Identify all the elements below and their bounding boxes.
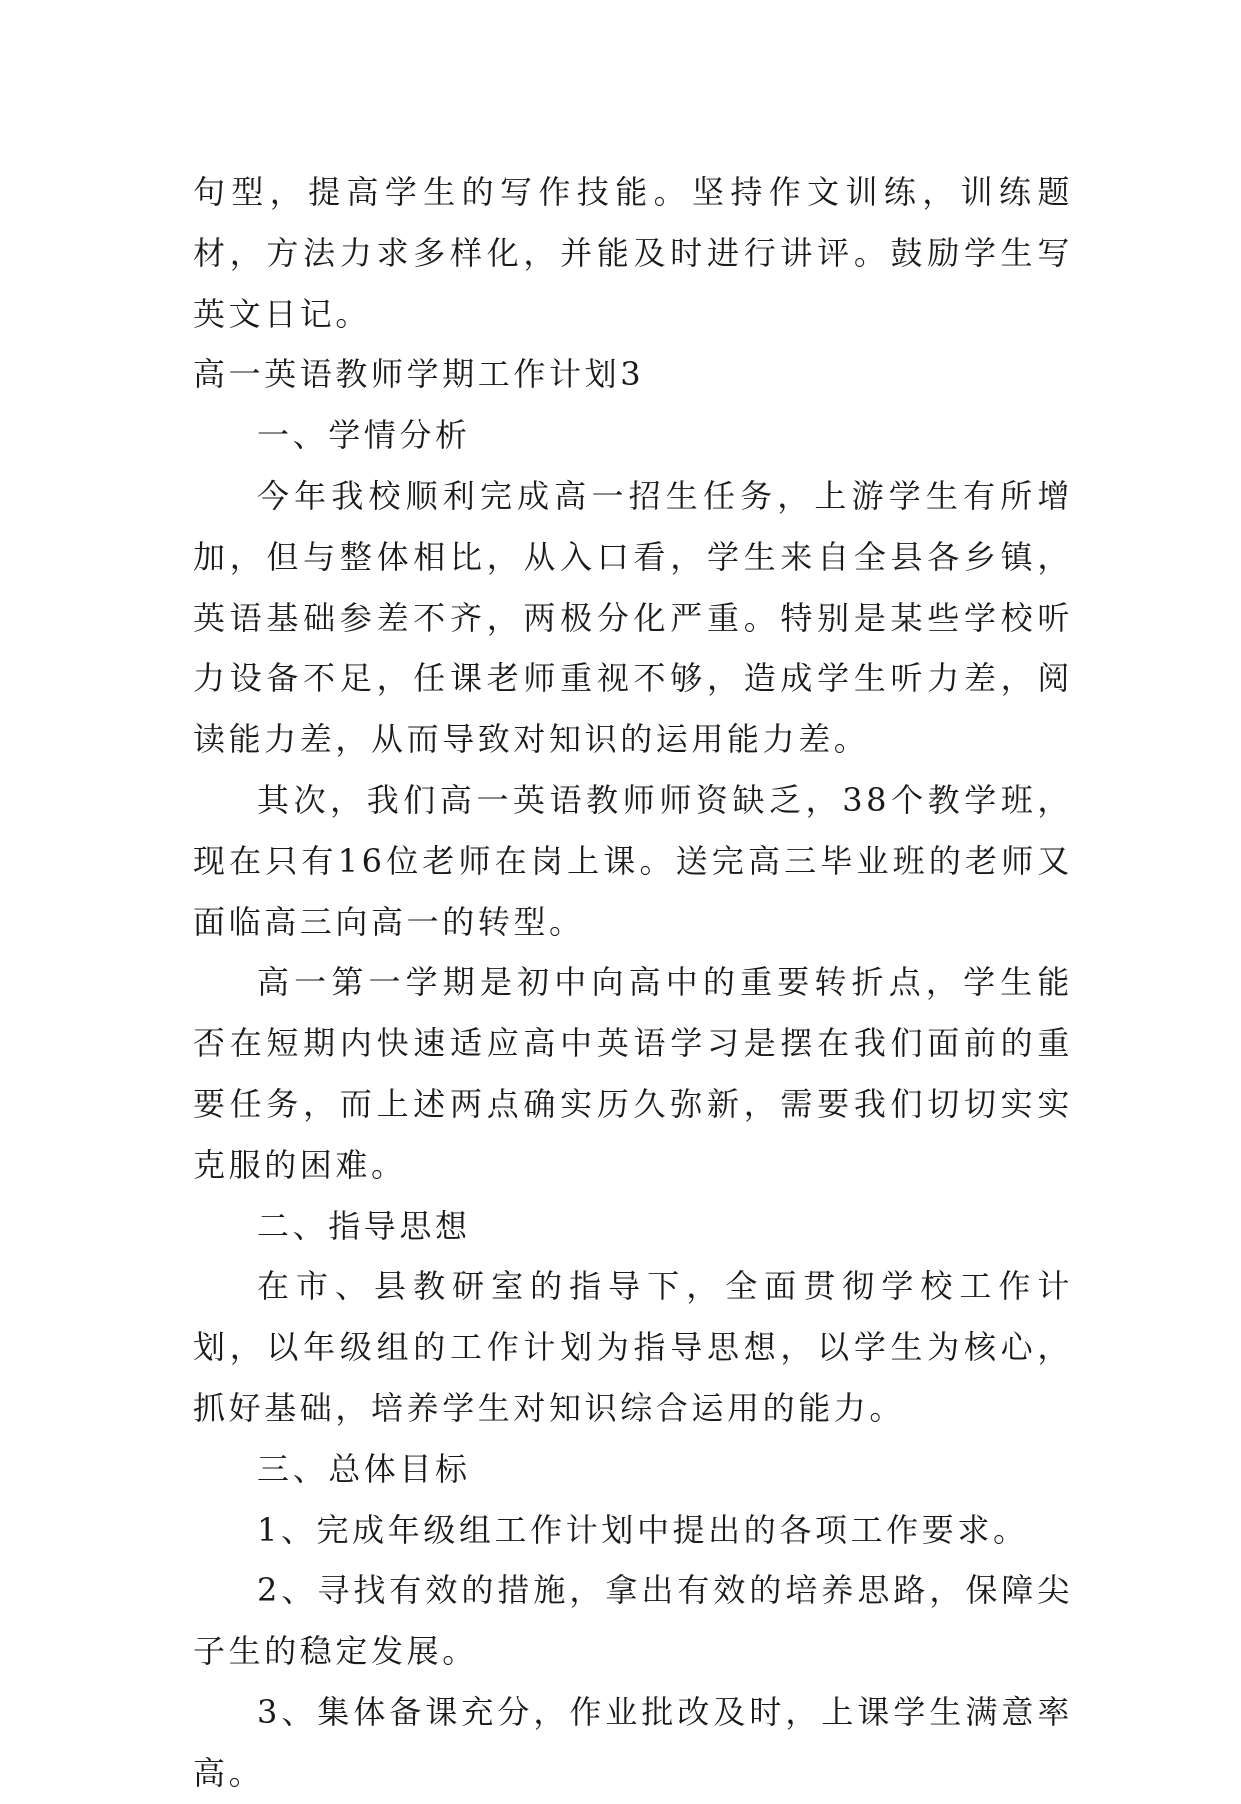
- paragraph-writing-skills: 句型，提高学生的写作技能。坚持作文训练，训练题材，方法力求多样化，并能及时进行讲评。鼓励学生写英文日记。: [193, 173, 1073, 333]
- goal-item-1: 1、完成年级组工作计划中提出的各项工作要求。: [257, 1510, 1029, 1549]
- heading-guiding-ideology: 二、指导思想: [257, 1206, 471, 1245]
- heading-student-analysis: 一、学情分析: [257, 416, 471, 455]
- paragraph-transition: 高一第一学期是初中向高中的重要转折点，学生能否在短期内快速适应高中英语学习是摆在我们面前的重要任务，而上述两点确实历久弥新，需要我们切切实实克服的困难。: [193, 963, 1073, 1184]
- section-heading-plan-3: 高一英语教师学期工作计划3: [193, 355, 645, 394]
- paragraph-guidance: 在市、县教研室的指导下，全面贯彻学校工作计划，以年级组的工作计划为指导思想，以学生为核心，抓好基础，培养学生对知识综合运用的能力。: [193, 1267, 1073, 1427]
- heading-overall-goals: 三、总体目标: [257, 1449, 471, 1488]
- goal-item-3: 3、集体备课充分，作业批改及时，上课学生满意率高。: [193, 1692, 1073, 1792]
- document-body: [193, 162, 1073, 1804]
- paragraph-enrollment: 今年我校顺利完成高一招生任务，上游学生有所增加，但与整体相比，从入口看，学生来自全县各乡镇，英语基础参差不齐，两极分化严重。特别是某些学校听力设备不足，任课老师重视不够，造成学生听力差，阅读能力差，从而导致对知识的运用能力差。: [193, 476, 1073, 759]
- goal-item-2: 2、寻找有效的措施，拿出有效的培养思路，保障尖子生的稳定发展。: [193, 1571, 1073, 1671]
- paragraph-teacher-shortage: 其次，我们高一英语教师师资缺乏，38个教学班，现在只有16位老师在岗上课。送完高三毕业班的老师又面临高三向高一的转型。: [193, 780, 1073, 941]
